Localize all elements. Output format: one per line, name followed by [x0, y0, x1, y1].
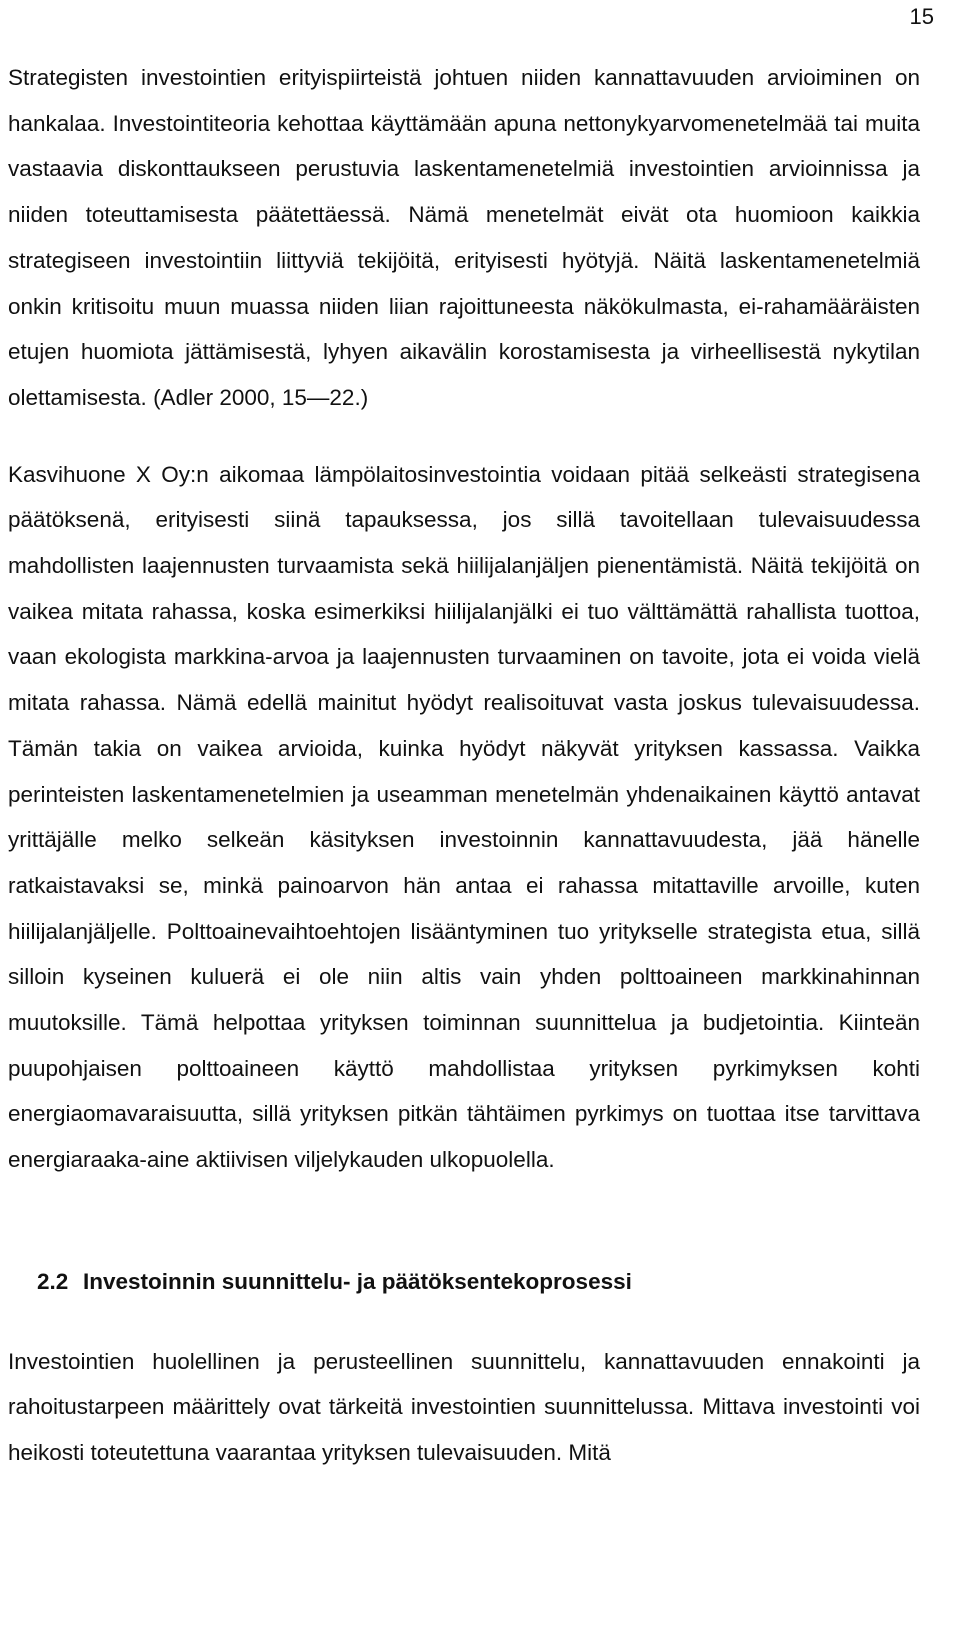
page-number: 15 [909, 4, 934, 29]
section-title: Investoinnin suunnittelu- ja päätöksentekoprosessi [83, 1268, 632, 1294]
paragraph-strategic-investments: Strategisten investointien erityispiirteistä johtuen niiden kannattavuuden arvioiminen on hankalaa. Investointiteoria kehottaa käyttämään apuna nettonykyarvomenetelmää tai muita vastaavia diskonttaukseen perustuvia laskentamenetelmiä investointien arvioinnissa ja niiden toteuttamisesta päätettäessä. Nämä menetelmät eivät ota huomioon kaikkia strategiseen investointiin liittyviä tekijöitä, erityisesti hyötyjä. Näitä laskentamenetelmiä onkin kritisoitu muun muassa niiden liian rajoittuneesta näkökulmasta, ei-rahamääräisten etujen huomiota jättämisestä, lyhyen aikavälin korostamisesta ja virheellisestä nykytilan olettamisesta. (Adler 2000, 15—22.) [8, 65, 920, 410]
paragraph-kasvihuone-case: Kasvihuone X Oy:n aikomaa lämpölaitosinvestointia voidaan pitää selkeästi strategisena päätöksenä, erityisesti siinä tapauksessa, jos sillä tavoitellaan tulevaisuudessa mahdollisten laajennusten turvaamista sekä hiilijalanjäljen pienentämistä. Näitä tekijöitä on vaikea mitata rahassa, koska esimerkiksi hiilijalanjälki ei tuo välttämättä rahallista tuottoa, vaan ekologista markkina-arvoa ja laajennusten turvaaminen on tavoite, jota ei voida vielä mitata rahassa. Nämä edellä mainitut hyödyt realisoituvat vasta joskus tulevaisuudessa. Tämän takia on vaikea arvioida, kuinka hyödyt näkyvät yrityksen kassassa. Vaikka perinteisten laskentamenetelmien ja useamman menetelmän yhdenaikainen käyttö antavat yrittäjälle melko selkeän käsityksen investoinnin kannattavuudesta, jää hänelle ratkaistavaksi se, minkä painoarvon hän antaa ei rahassa mitattaville arvoille, kuten hiilijalanjäljelle. Polttoainevaihtoehtojen lisääntyminen tuo yritykselle strategista etua, sillä silloin kyseinen kuluerä ei ole niin altis vain yhden polttoaineen markkinahinnan muutoksille. Tämä helpottaa yrityksen toiminnan suunnittelua ja budjetointia. Kiinteän puupohjaisen polttoaineen käyttö mahdollistaa yrityksen pyrkimyksen kohti energiaomavaraisuutta, sillä yrityksen pitkän tähtäimen pyrkimys on tuottaa itse tarvittava energiaraaka-aine aktiivisen viljelykauden ulkopuolella. [8, 461, 920, 1173]
paragraph-investment-planning: Investointien huolellinen ja perusteellinen suunnittelu, kannattavuuden ennakointi ja rahoitustarpeen määrittely ovat tärkeitä investointien suunnittelussa. Mittava investointi voi heikosti toteutettuna vaarantaa yrityksen tulevaisuuden. Mitä [8, 1348, 920, 1465]
section-number: 2.2 [37, 1268, 69, 1294]
section-heading [8, 1259, 920, 1305]
document-body [8, 55, 920, 1476]
